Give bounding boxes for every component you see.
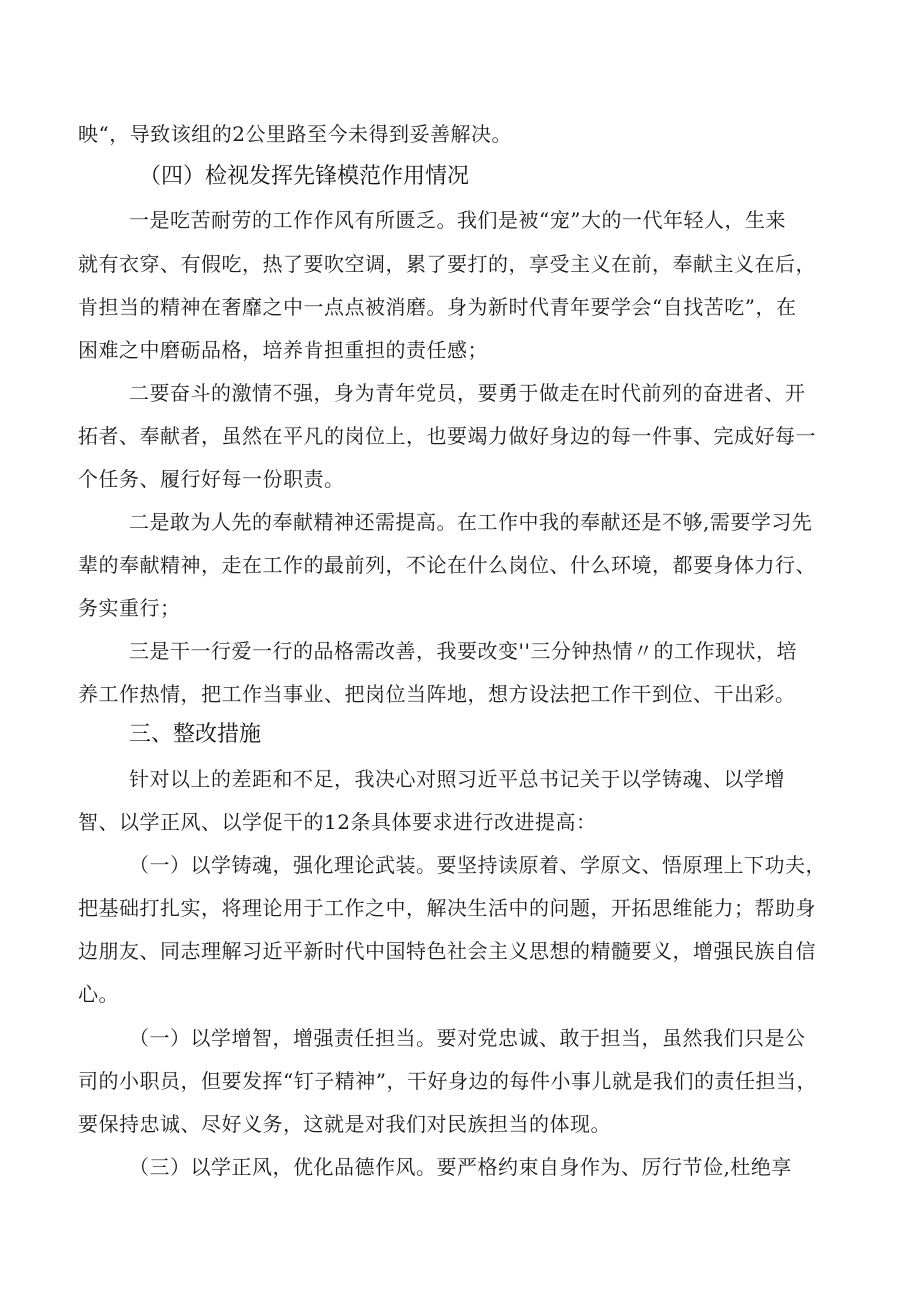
- paragraph-line: 辈的奉献精神，走在工作的最前列，不论在什么岗位、什么环境，都要身体力行、: [78, 553, 816, 577]
- paragraph-line: 养工作热情，把工作当事业、把岗位当阵地，想方设法把工作干到位、干出彩。: [78, 682, 796, 706]
- paragraph-line: 困难之中磨砺品格，培养肯担重担的责任感；: [78, 338, 488, 362]
- paragraph-line: 边朋友、同志理解习近平新时代中国特色社会主义思想的精髓要义，增强民族自信: [78, 939, 816, 963]
- paragraph-line: 个任务、履行好每一份职责。: [78, 467, 345, 491]
- paragraph-line: 要保持忠诚、尽好义务，这就是对我们对民族担当的体现。: [78, 1112, 611, 1136]
- paragraph-line: 心。: [78, 982, 119, 1006]
- paragraph-line: 把基础打扎实，将理论用于工作之中，解决生活中的问题，开拓思维能力；帮助身: [78, 896, 816, 920]
- paragraph-line: 三是干一行爱一行的品格需改善，我要改变''三分钟热情〃的工作现状，培: [129, 639, 797, 663]
- paragraph-line: （三）以学正风，优化品德作风。要严格约束自身作为、厉行节俭,杜绝享: [129, 1155, 792, 1179]
- paragraph-line: 一是吃苦耐劳的工作作风有所匮乏。我们是被“宠”大的一代年轻人，生来: [129, 208, 786, 232]
- paragraph-line: 拓者、奉献者，虽然在平凡的岗位上，也要竭力做好身边的每一件事、完成好每一: [78, 424, 816, 448]
- paragraph-line: 针对以上的差距和不足，我决心对照习近平总书记关于以学铸魂、以学增: [129, 767, 785, 791]
- paragraph-line: 务实重行；: [78, 596, 181, 620]
- paragraph-line: 映“，导致该组的2公里路至今未得到妥善解决。: [78, 122, 512, 146]
- paragraph-line: 二要奋斗的激情不强，身为青年党员，要勇于做走在时代前列的奋进者、开: [129, 381, 806, 405]
- paragraph-line: 就有衣穿、有假吃，热了要吹空调，累了要打的，享受主义在前，奉献主义在后，: [78, 252, 816, 276]
- section-heading-4: （四）检视发挥先锋模范作用情况: [139, 164, 470, 189]
- section-heading-3: 三、整改措施: [129, 722, 262, 747]
- paragraph-line: （一）以学增智，增强责任担当。要对党忠诚、敢于担当，虽然我们只是公: [129, 1026, 806, 1050]
- paragraph-line: 司的小职员，但要发挥“钉子精神”，干好身边的每件小事儿就是我们的责任担当，: [78, 1069, 817, 1093]
- paragraph-line: （一）以学铸魂，强化理论武装。要坚持读原着、学原文、悟原理上下功夫，: [129, 853, 826, 877]
- paragraph-line: 智、以学正风、以学促干的12条具体要求进行改进提高：: [78, 810, 597, 834]
- paragraph-line: 二是敢为人先的奉献精神还需提高。在工作中我的奉献还是不够,需要学习先: [129, 510, 813, 534]
- paragraph-line: 肯担当的精神在奢靡之中一点点被消磨。身为新时代青年要学会“自找苦吃”，在: [78, 295, 797, 319]
